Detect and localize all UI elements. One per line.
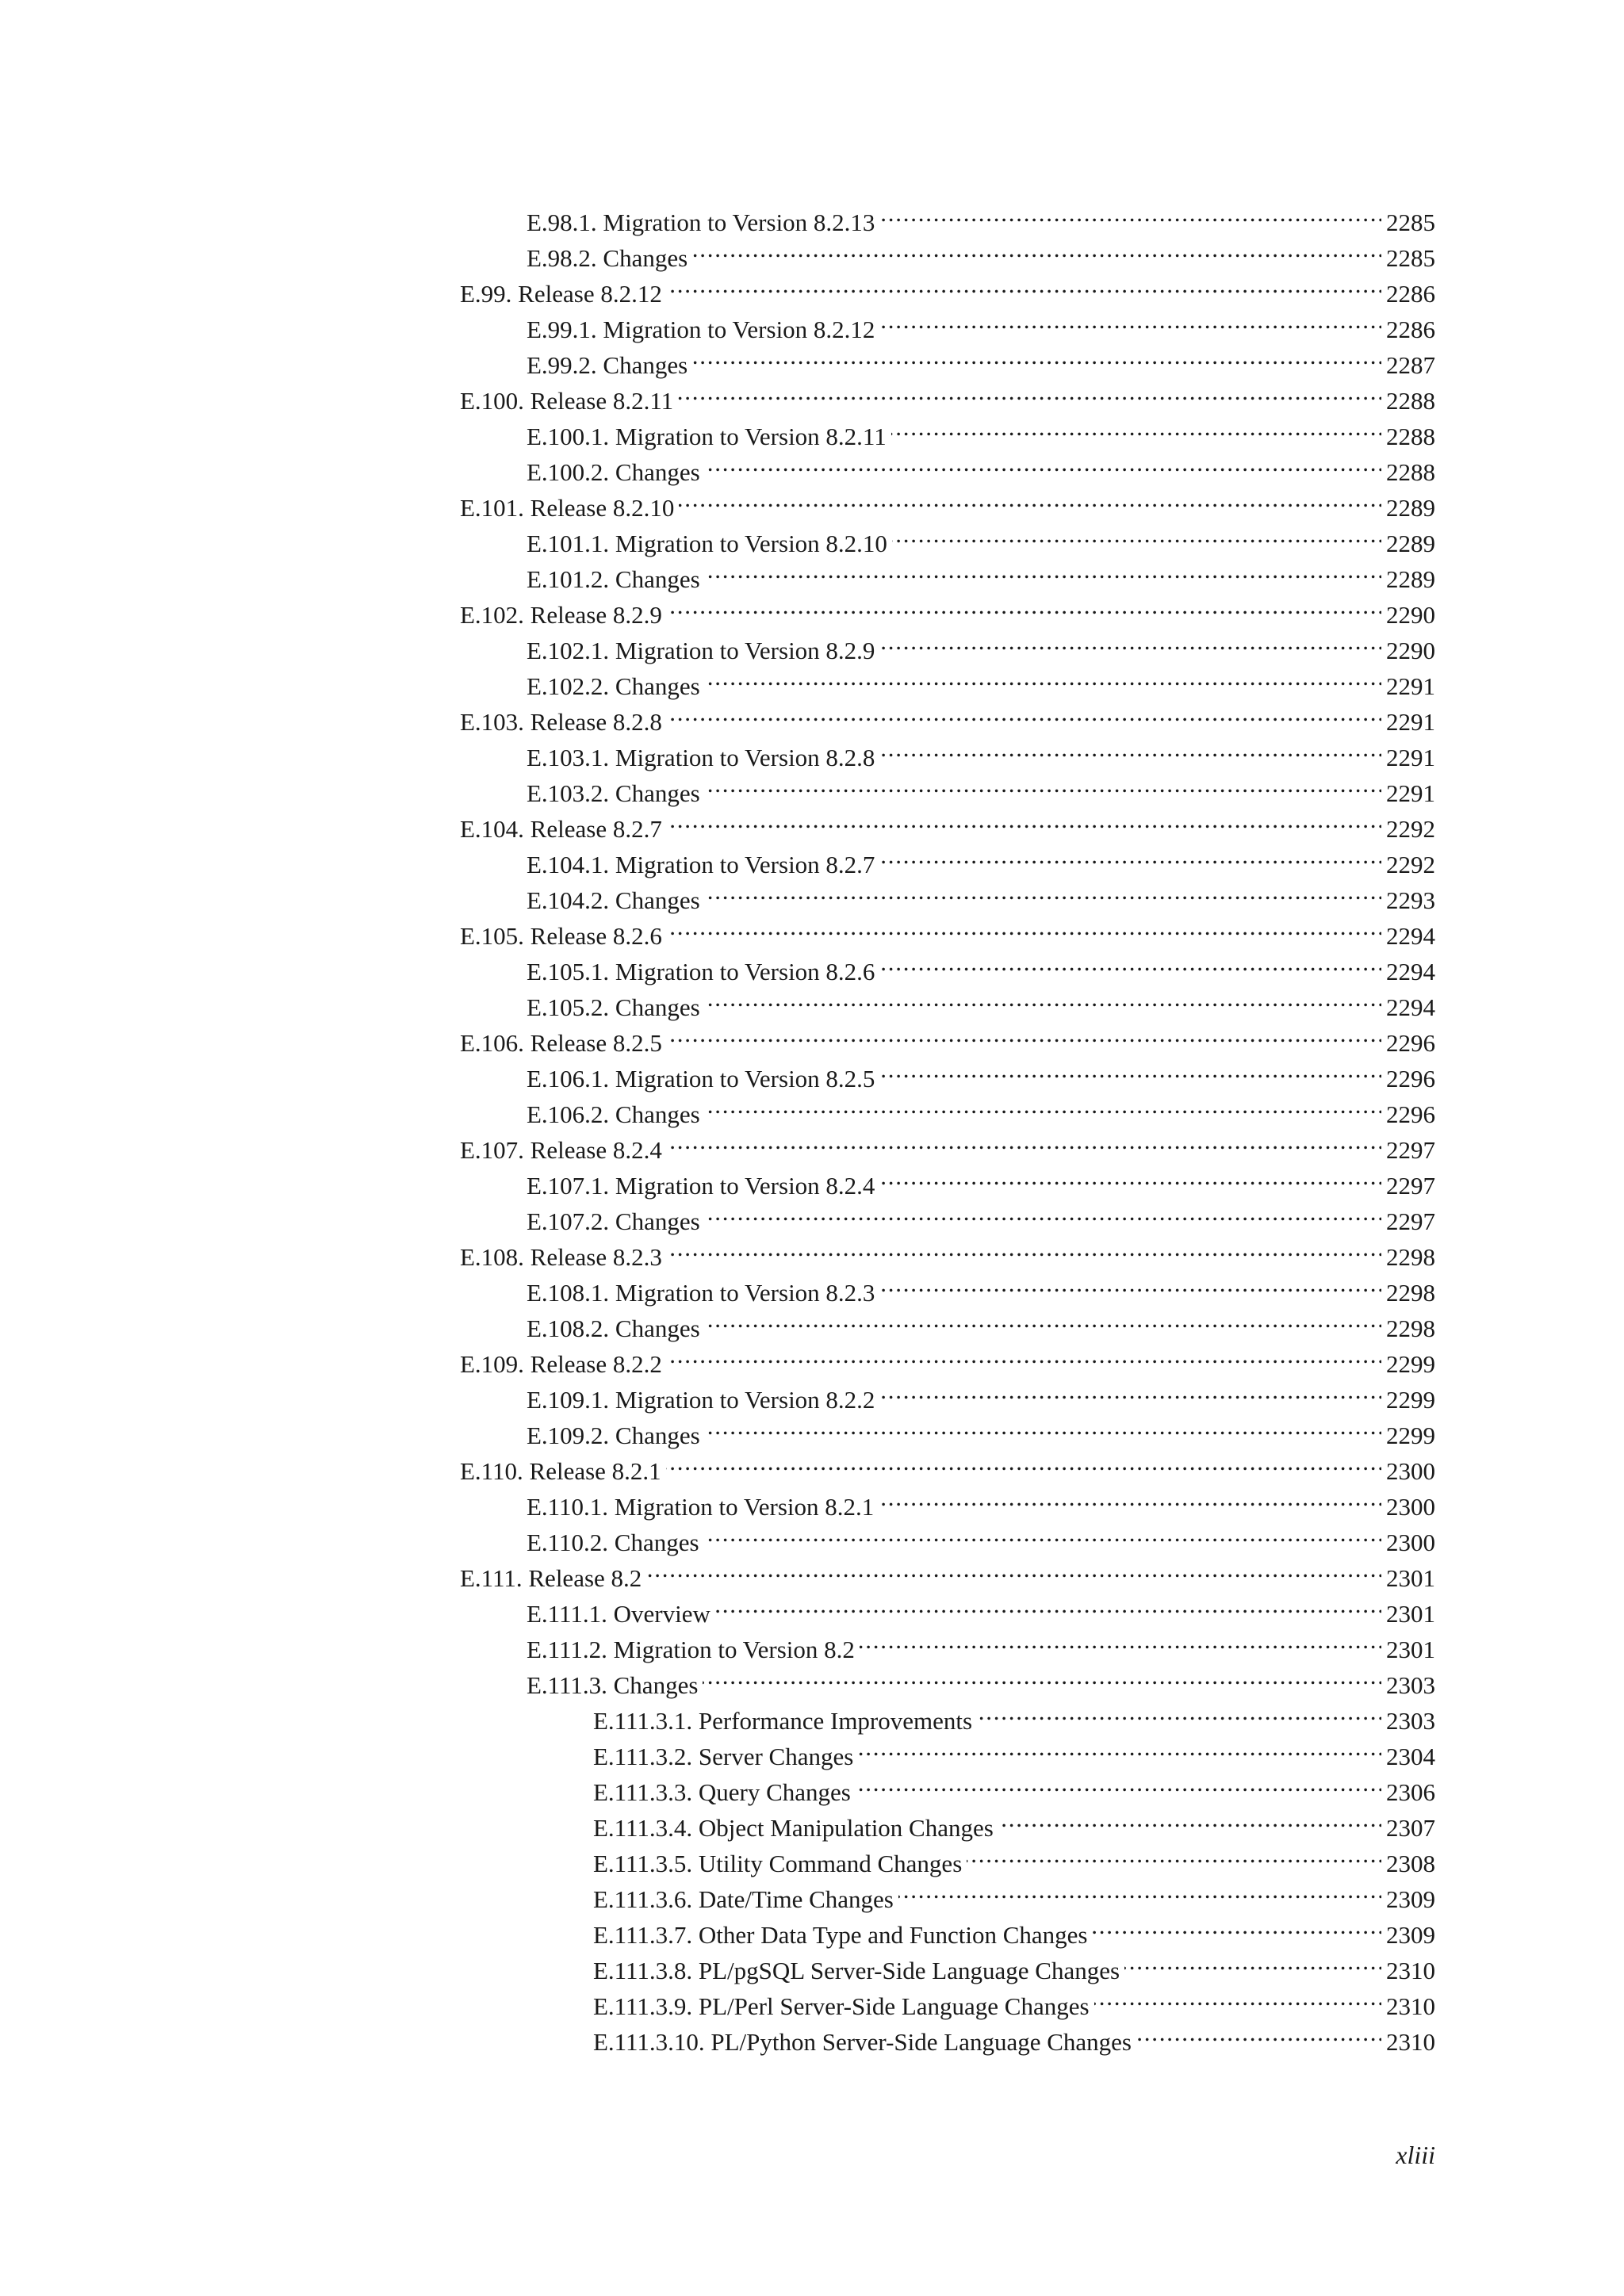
toc-entry[interactable] [460,195,1435,236]
toc-entry-title: E.109.1. Migration to Version 8.2.2 [527,1386,875,1414]
toc-entry-title: E.111.3.10. PL/Python Server-Side Language Changes [593,2028,1132,2056]
toc-entry-page: 2293 [1386,886,1435,914]
toc-entry-page: 2297 [1386,1136,1435,1164]
dot-leader [667,266,1381,302]
toc-entry-title: E.99.1. Migration to Version 8.2.12 [527,316,875,343]
toc-entry-title: E.104. Release 8.2.7 [460,815,662,843]
dot-leader [879,1372,1381,1408]
dot-leader [705,659,1381,695]
dot-leader [879,1051,1381,1087]
toc-entry-page: 2294 [1386,922,1435,950]
toc-entry-title: E.105.1. Migration to Version 8.2.6 [527,958,875,985]
toc-entry-title: E.102.1. Migration to Version 8.2.9 [527,637,875,664]
dot-leader [667,1016,1381,1051]
dot-leader [705,445,1381,480]
toc-entry-page: 2300 [1386,1457,1435,1485]
toc-entry-title: E.99.2. Changes [527,351,688,379]
dot-leader [666,1444,1381,1479]
toc-entry-title: E.111.3.6. Date/Time Changes [593,1885,894,1913]
toc-entry-page: 2291 [1386,744,1435,771]
toc-entry-page: 2292 [1386,815,1435,843]
dot-leader [692,338,1381,373]
dot-leader [667,695,1381,730]
toc-entry-page: 2296 [1386,1029,1435,1057]
toc-entry-title: E.108.2. Changes [527,1314,700,1342]
dot-leader [1094,1979,1381,2015]
dot-leader [705,980,1381,1016]
dot-leader [705,1194,1381,1230]
toc-entry-title: E.106.1. Migration to Version 8.2.5 [527,1065,875,1093]
dot-leader [1136,2015,1381,2050]
dot-leader [891,409,1381,445]
toc-entry-page: 2304 [1386,1743,1435,1770]
toc-entry-title: E.106. Release 8.2.5 [460,1029,662,1057]
dot-leader [879,195,1381,231]
dot-leader [892,516,1381,552]
dot-leader [967,1836,1381,1872]
dot-leader [678,373,1381,409]
dot-leader [704,1515,1381,1551]
toc-entry-title: E.99. Release 8.2.12 [460,280,662,308]
dot-leader [715,1586,1381,1622]
table-of-contents [460,195,1435,2056]
toc-entry-page: 2286 [1386,316,1435,343]
dot-leader [879,302,1381,338]
toc-entry-title: E.103. Release 8.2.8 [460,708,662,736]
toc-entry-page: 2309 [1386,1885,1435,1913]
dot-leader [879,1158,1381,1194]
toc-entry-page: 2301 [1386,1600,1435,1628]
toc-entry-title: E.111.3.8. PL/pgSQL Server-Side Language Changes [593,1957,1120,1984]
toc-entry-page: 2296 [1386,1065,1435,1093]
dot-leader [692,231,1381,266]
toc-entry-title: E.101.1. Migration to Version 8.2.10 [527,530,887,557]
toc-entry-title: E.111.3.1. Performance Improvements [593,1707,973,1735]
toc-entry-page: 2297 [1386,1172,1435,1200]
dot-leader [879,944,1381,980]
toc-entry-page: 2290 [1386,601,1435,629]
toc-entry-title: E.101.2. Changes [527,565,700,593]
toc-entry-title: E.108. Release 8.2.3 [460,1243,662,1271]
toc-entry-title: E.111.1. Overview [527,1600,710,1628]
dot-leader [879,1265,1381,1301]
toc-entry-page: 2290 [1386,637,1435,664]
toc-entry-title: E.98.1. Migration to Version 8.2.13 [527,209,875,236]
dot-leader [705,766,1381,802]
toc-entry-title: E.111.3.2. Server Changes [593,1743,854,1770]
toc-entry-page: 2296 [1386,1100,1435,1128]
toc-entry-page: 2294 [1386,993,1435,1021]
toc-entry-page: 2291 [1386,672,1435,700]
dot-leader [977,1693,1381,1729]
toc-entry-title: E.111.3.4. Object Manipulation Changes [593,1814,994,1842]
dot-leader [667,1123,1381,1158]
toc-entry-title: E.111.3.3. Query Changes [593,1778,851,1806]
dot-leader [879,623,1381,659]
toc-entry-page: 2310 [1386,1957,1435,1984]
dot-leader [879,1479,1381,1515]
toc-entry-page: 2299 [1386,1350,1435,1378]
toc-entry-page: 2299 [1386,1386,1435,1414]
dot-leader [667,587,1381,623]
toc-entry-title: E.103.2. Changes [527,779,700,807]
toc-entry-page: 2289 [1386,530,1435,557]
toc-entry-title: E.106.2. Changes [527,1100,700,1128]
toc-entry-title: E.98.2. Changes [527,244,688,272]
toc-entry-title: E.107. Release 8.2.4 [460,1136,662,1164]
toc-entry-page: 2291 [1386,779,1435,807]
toc-entry-page: 2289 [1386,494,1435,522]
dot-leader [1092,1908,1381,1943]
dot-leader [858,1729,1381,1765]
toc-entry-title: E.104.2. Changes [527,886,700,914]
dot-leader [646,1551,1381,1586]
dot-leader [667,802,1381,837]
toc-entry-title: E.107.2. Changes [527,1207,700,1235]
toc-entry-page: 2300 [1386,1493,1435,1521]
toc-entry-page: 2303 [1386,1707,1435,1735]
toc-entry-page: 2289 [1386,565,1435,593]
toc-entry-page: 2286 [1386,280,1435,308]
toc-entry-page: 2303 [1386,1671,1435,1699]
toc-entry-title: E.111.2. Migration to Version 8.2 [527,1636,855,1663]
dot-leader [1124,1943,1381,1979]
dot-leader [860,1622,1381,1658]
dot-leader [879,730,1381,766]
toc-entry-page: 2301 [1386,1564,1435,1592]
toc-entry-page: 2291 [1386,708,1435,736]
toc-entry-title: E.111.3.9. PL/Perl Server-Side Language Changes [593,1992,1090,2020]
dot-leader [703,1658,1381,1693]
toc-entry-title: E.111. Release 8.2 [460,1564,642,1592]
toc-entry-page: 2300 [1386,1529,1435,1556]
toc-entry-page: 2288 [1386,423,1435,450]
toc-entry-title: E.111.3.5. Utility Command Changes [593,1850,963,1877]
toc-entry-title: E.109. Release 8.2.2 [460,1350,662,1378]
toc-entry-page: 2294 [1386,958,1435,985]
toc-entry-title: E.107.1. Migration to Version 8.2.4 [527,1172,875,1200]
dot-leader [879,837,1381,873]
toc-entry-page: 2301 [1386,1636,1435,1663]
toc-entry-title: E.103.1. Migration to Version 8.2.8 [527,744,875,771]
dot-leader [898,1872,1381,1908]
toc-entry-page: 2288 [1386,458,1435,486]
toc-entry-title: E.102.2. Changes [527,672,700,700]
dot-leader [705,1087,1381,1123]
dot-leader [705,873,1381,909]
toc-entry-page: 2298 [1386,1243,1435,1271]
toc-entry-title: E.109.2. Changes [527,1422,700,1449]
toc-entry-page: 2298 [1386,1279,1435,1307]
toc-entry-page: 2292 [1386,851,1435,878]
toc-entry-title: E.105.2. Changes [527,993,700,1021]
dot-leader [856,1765,1381,1800]
toc-entry-page: 2287 [1386,351,1435,379]
toc-entry-title: E.104.1. Migration to Version 8.2.7 [527,851,875,878]
toc-entry-page: 2309 [1386,1921,1435,1949]
toc-entry-title: E.100.1. Migration to Version 8.2.11 [527,423,887,450]
dot-leader [679,480,1381,516]
toc-entry-title: E.100. Release 8.2.11 [460,387,674,415]
toc-entry-title: E.108.1. Migration to Version 8.2.3 [527,1279,875,1307]
toc-entry-page: 2299 [1386,1422,1435,1449]
toc-entry-title: E.110.2. Changes [527,1529,699,1556]
toc-entry-page: 2285 [1386,244,1435,272]
toc-entry-title: E.111.3.7. Other Data Type and Function Changes [593,1921,1088,1949]
toc-entry-page: 2285 [1386,209,1435,236]
toc-entry-page: 2298 [1386,1314,1435,1342]
page-number: xliii [1396,2141,1435,2169]
toc-entry-page: 2288 [1386,387,1435,415]
dot-leader [705,1408,1381,1444]
dot-leader [705,1301,1381,1337]
toc-entry-title: E.102. Release 8.2.9 [460,601,662,629]
toc-entry-title: E.105. Release 8.2.6 [460,922,662,950]
dot-leader [705,552,1381,587]
toc-entry-title: E.111.3. Changes [527,1671,699,1699]
toc-entry-title: E.110. Release 8.2.1 [460,1457,661,1485]
dot-leader [998,1800,1381,1836]
toc-entry-page: 2297 [1386,1207,1435,1235]
dot-leader [667,909,1381,944]
toc-entry-title: E.110.1. Migration to Version 8.2.1 [527,1493,875,1521]
toc-entry-page: 2307 [1386,1814,1435,1842]
toc-entry-page: 2310 [1386,2028,1435,2056]
dot-leader [667,1230,1381,1265]
toc-entry-page: 2308 [1386,1850,1435,1877]
toc-entry-title: E.101. Release 8.2.10 [460,494,675,522]
toc-entry-title: E.100.2. Changes [527,458,700,486]
dot-leader [667,1337,1381,1372]
toc-entry-page: 2310 [1386,1992,1435,2020]
toc-entry-page: 2306 [1386,1778,1435,1806]
